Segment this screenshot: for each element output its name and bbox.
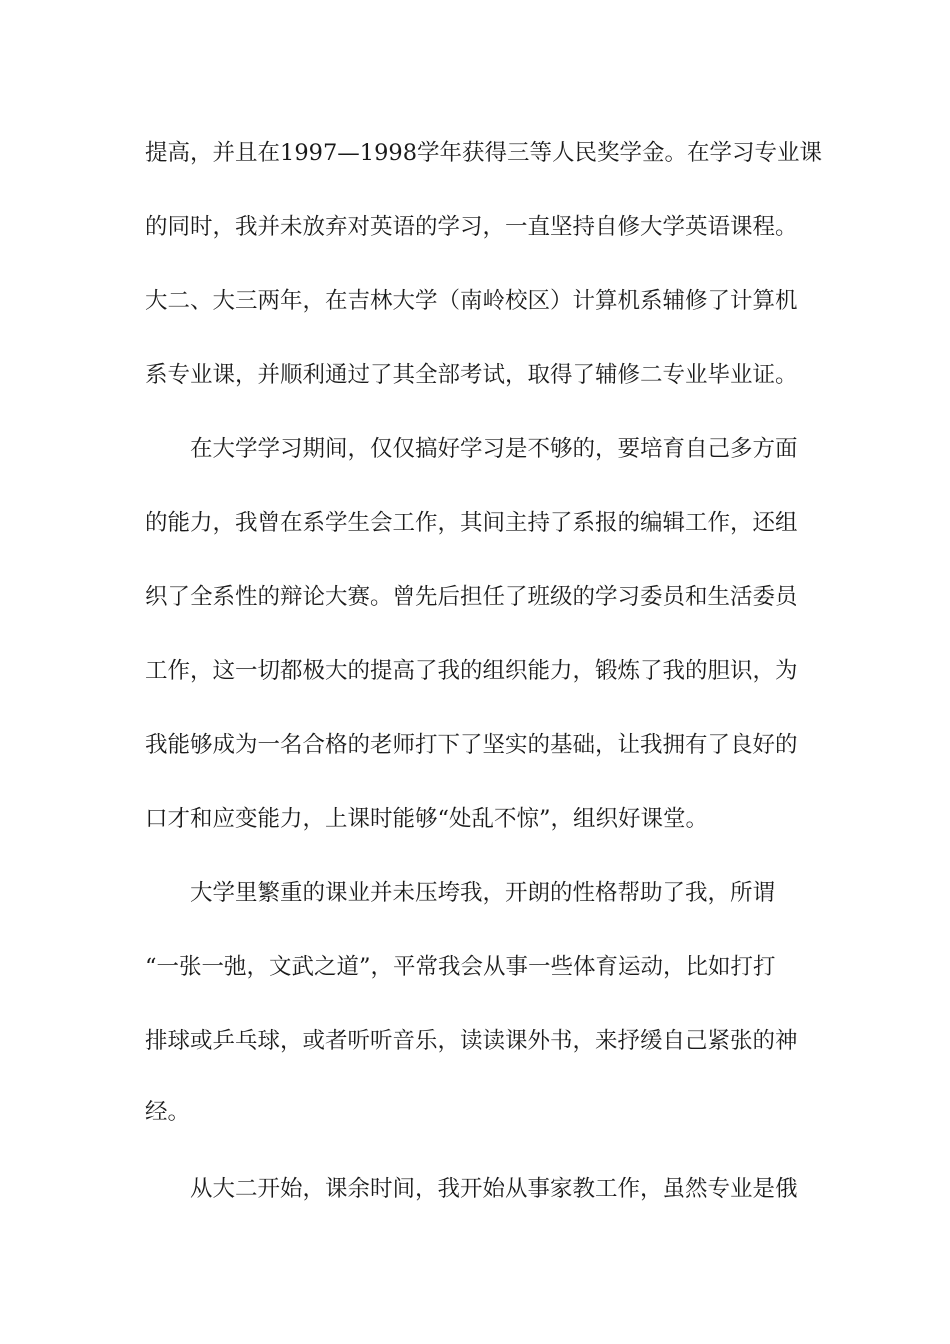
text-line: 我能够成为一名合格的老师打下了坚实的基础，让我拥有了良好的 bbox=[145, 732, 798, 758]
text-line: 经。 bbox=[145, 1099, 191, 1125]
text-line: 工作，这一切都极大的提高了我的组织能力，锻炼了我的胆识，为 bbox=[145, 658, 798, 684]
text-line: 织了全系性的辩论大赛。曾先后担任了班级的学习委员和生活委员 bbox=[145, 584, 798, 610]
text-line: 口才和应变能力，上课时能够“处乱不惊”，组织好课堂。 bbox=[145, 806, 709, 832]
text-line: 的能力，我曾在系学生会工作，其间主持了系报的编辑工作，还组 bbox=[145, 510, 798, 536]
text-line: 的同时，我并未放弃对英语的学习，一直坚持自修大学英语课程。 bbox=[145, 214, 798, 240]
text-line: “一张一弛，文武之道”，平常我会从事一些体育运动，比如打打 bbox=[145, 954, 776, 980]
text-line: 大二、大三两年，在吉林大学（南岭校区）计算机系辅修了计算机 bbox=[145, 288, 798, 314]
text-line: 系专业课，并顺利通过了其全部考试，取得了辅修二专业毕业证。 bbox=[145, 362, 798, 388]
text-line: 提高，并且在1997—1998学年获得三等人民奖学金。在学习专业课 bbox=[145, 140, 823, 166]
text-line: 排球或乒乓球，或者听听音乐，读读课外书，来抒缓自己紧张的神 bbox=[145, 1028, 798, 1054]
paragraph-first-line: 大学里繁重的课业并未压垮我，开朗的性格帮助了我，所谓 bbox=[190, 880, 776, 906]
paragraph-first-line: 从大二开始，课余时间，我开始从事家教工作，虽然专业是俄 bbox=[190, 1176, 798, 1202]
paragraph-first-line: 在大学学习期间，仅仅搞好学习是不够的，要培育自己多方面 bbox=[190, 436, 798, 462]
